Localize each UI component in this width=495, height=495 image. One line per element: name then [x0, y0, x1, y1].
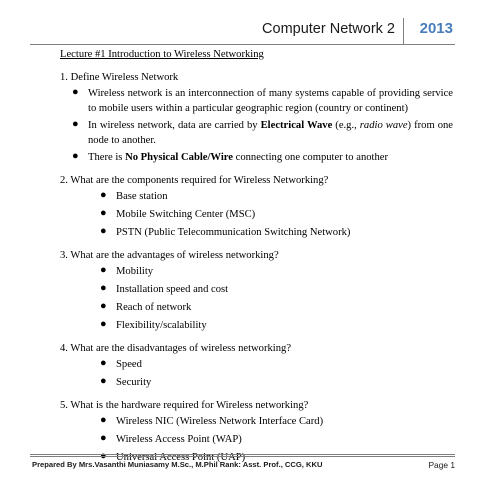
list-item — [100, 189, 457, 204]
bullet-icon: ● — [72, 86, 79, 98]
list-item — [100, 264, 457, 279]
list-item-text: Speed — [116, 359, 142, 370]
list-item-text: PSTN (Public Telecommunication Switching Network) — [116, 227, 351, 238]
list-item — [72, 118, 457, 148]
list-item-text: No Physical Cable/Wire — [125, 152, 233, 163]
bullet-icon: ● — [100, 264, 107, 276]
bullet-icon: ● — [72, 150, 79, 162]
qa-sections — [60, 72, 457, 465]
page-content — [60, 49, 457, 475]
question-heading: 3. What are the advantages of wireless networking? — [60, 250, 279, 261]
bullet-icon: ● — [100, 282, 107, 294]
bullet-list — [60, 86, 457, 165]
question-heading: 5. What is the hardware required for Wireless networking? — [60, 400, 309, 411]
bullet-icon: ● — [100, 414, 107, 426]
bullet-icon: ● — [100, 318, 107, 330]
bullet-icon: ● — [100, 300, 107, 312]
list-item — [100, 357, 457, 372]
list-item-text: Reach of network — [116, 302, 192, 313]
list-item-text: connecting one computer to another — [232, 152, 389, 163]
bullet-icon: ● — [100, 375, 107, 387]
list-item — [100, 375, 457, 390]
page-number: Page 1 — [428, 460, 455, 470]
header-year: 2013 — [419, 20, 453, 37]
list-item — [100, 318, 457, 333]
footer-author: Prepared By Mrs.Vasanthi Muniasamy M.Sc., M.Phil Rank: Asst. Prof., CCG, KKU — [32, 460, 323, 469]
list-item-text: In wireless network, data are carried by — [88, 120, 261, 131]
list-item-text: Wireless network is an interconnection of many systems capable of providing service to mobile users within a particular geographic region (country or continent) — [88, 88, 453, 114]
list-item — [72, 86, 457, 116]
header-title: Computer Network 2 — [262, 21, 395, 37]
bullet-icon: ● — [72, 118, 79, 130]
list-item-text: Mobility — [116, 266, 154, 277]
bullet-icon: ● — [100, 189, 107, 201]
list-item-text: ) from one node to another. — [88, 120, 454, 146]
list-item — [100, 282, 457, 297]
list-item-text: (e.g., — [332, 120, 360, 131]
question-heading: 2. What are the components required for Wireless Networking? — [60, 175, 329, 186]
list-item-text: Base station — [116, 191, 168, 202]
list-item — [100, 432, 457, 447]
list-item-text: radio wave — [359, 120, 408, 131]
bullet-list — [60, 189, 457, 240]
header-divider — [403, 18, 404, 44]
page-header — [30, 18, 455, 45]
bullet-list — [60, 357, 457, 390]
list-item-text: There is — [88, 152, 126, 163]
page-footer — [30, 454, 455, 472]
list-item-text: Installation speed and cost — [116, 284, 229, 295]
list-item-text: Electrical Wave — [260, 120, 333, 131]
list-item-text: Security — [116, 377, 152, 388]
bullet-list — [60, 264, 457, 333]
question-heading: 1. Define Wireless Network — [60, 72, 179, 83]
list-item — [100, 300, 457, 315]
list-item-text: Universal Access Point (UAP) — [116, 452, 246, 463]
list-item-text: Wireless Access Point (WAP) — [116, 434, 242, 445]
list-item — [100, 225, 457, 240]
list-item — [72, 150, 457, 165]
bullet-icon: ● — [100, 432, 107, 444]
list-item-text: Wireless NIC (Wireless Network Interface Card) — [116, 416, 324, 427]
bullet-icon: ● — [100, 357, 107, 369]
list-item-text: Flexibility/scalability — [116, 320, 207, 331]
list-item — [100, 414, 457, 429]
bullet-icon: ● — [100, 225, 107, 237]
list-item-text: Mobile Switching Center (MSC) — [116, 209, 256, 220]
lecture-title: Lecture #1 Introduction to Wireless Networking — [60, 49, 264, 60]
list-item — [100, 207, 457, 222]
question-heading: 4. What are the disadvantages of wireless networking? — [60, 343, 292, 354]
bullet-icon: ● — [100, 450, 107, 462]
bullet-icon: ● — [100, 207, 107, 219]
